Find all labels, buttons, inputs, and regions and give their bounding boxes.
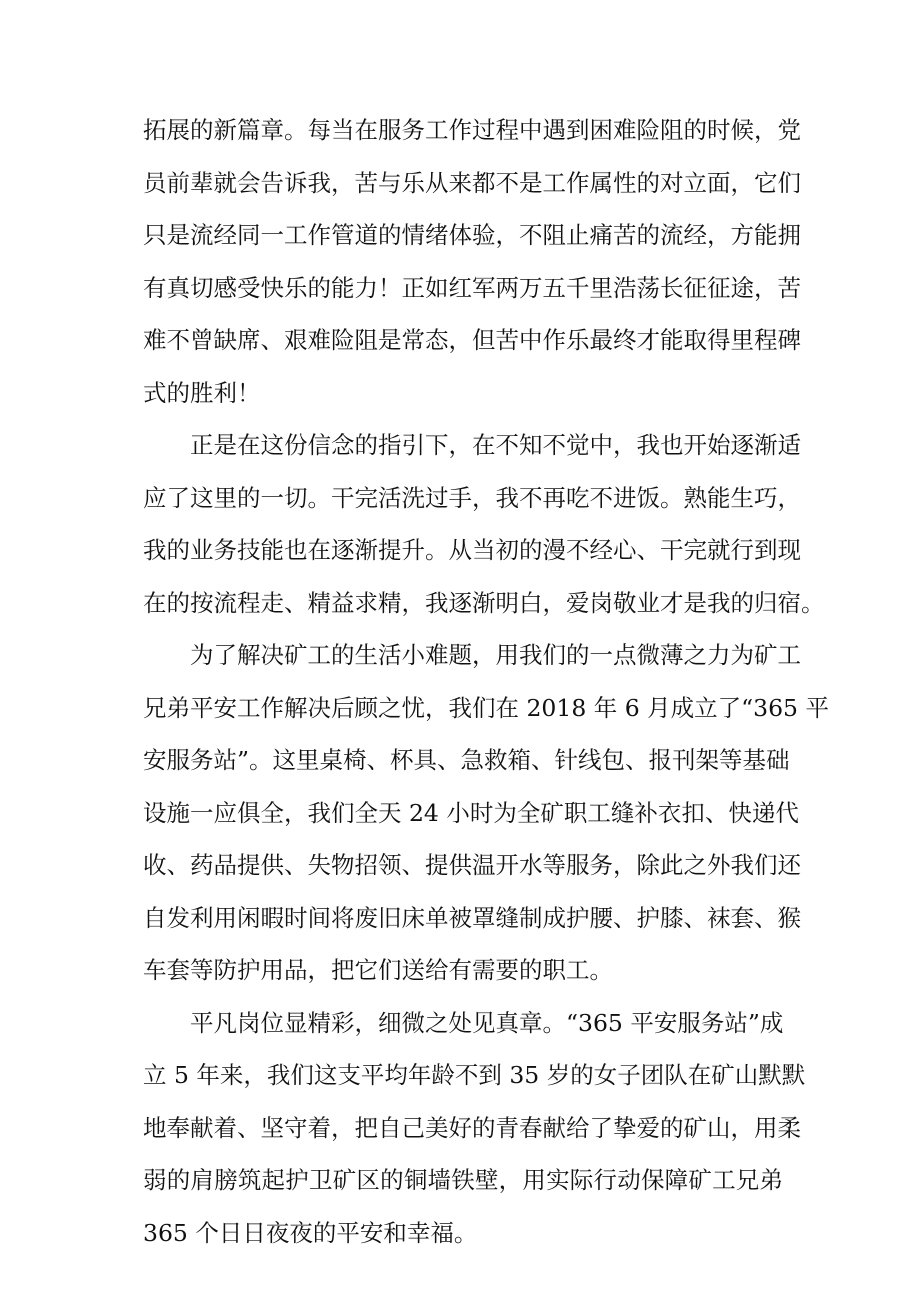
text-line: 平凡岗位显精彩，细微之处见真章。“365 平安服务站”成	[190, 1008, 784, 1037]
text-line: 正是在这份信念的指引下，在不知不觉中，我也开始逐渐适	[190, 431, 801, 459]
text-line: 兄弟平安工作解决后顾之忧，我们在 2018 年 6 月成立了“365 平	[143, 693, 829, 722]
text-line: 设施一应俱全，我们全天 24 小时为全矿职工缝补衣扣、快递代	[143, 798, 799, 827]
text-line: 地奉献着、坚守着，把自己美好的青春献给了挚爱的矿山，用柔	[143, 1113, 801, 1142]
text-line: 员前辈就会告诉我，苦与乐从来都不是工作属性的对立面，它们	[143, 168, 801, 197]
paragraph-4	[143, 997, 806, 1260]
text-line: 在的按流程走、精益求精，我逐渐明白，爱岗敬业才是我的归宿。	[143, 588, 825, 617]
text-line: 我的业务技能也在逐渐提升。从当初的漫不经心、干完就行到现	[143, 536, 801, 564]
document-body	[143, 104, 829, 1259]
text-line: 立 5 年来，我们这支平均年龄不到 35 岁的女子团队在矿山默默	[143, 1061, 806, 1089]
text-line: 应了这里的一切。干完活洗过手，我不再吃不进饭。熟能生巧，	[143, 483, 801, 512]
text-line: 365 个日日夜夜的平安和幸福。	[143, 1218, 478, 1247]
paragraph-1	[143, 104, 801, 419]
text-line: 车套等防护用品，把它们送给有需要的职工。	[143, 956, 613, 984]
paragraph-2	[143, 419, 825, 629]
text-line: 为了解决矿工的生活小难题，用我们的一点微薄之力为矿工	[190, 641, 801, 669]
text-line: 弱的肩膀筑起护卫矿区的铜墙铁壁，用实际行动保障矿工兄弟	[143, 1166, 783, 1194]
text-line: 收、药品提供、失物招领、提供温开水等服务，除此之外我们还	[143, 851, 801, 879]
text-line: 难不曾缺席、艰难险阻是常态，但苦中作乐最终才能取得里程碑	[143, 326, 801, 354]
text-line: 只是流经同一工作管道的情绪体验，不阻止痛苦的流经，方能拥	[143, 221, 801, 249]
paragraph-3	[143, 629, 829, 997]
text-line: 有真切感受快乐的能力！正如红军两万五千里浩荡长征征途，苦	[143, 273, 801, 302]
text-line: 自发利用闲暇时间将废旧床单被罩缝制成护腰、护膝、袜套、猴	[143, 903, 801, 932]
text-line: 安服务站”。这里桌椅、杯具、急救箱、针线包、报刊架等基础	[143, 746, 790, 774]
text-line: 式的胜利！	[143, 378, 261, 407]
text-line: 拓展的新篇章。每当在服务工作过程中遇到困难险阻的时候，党	[143, 116, 801, 144]
